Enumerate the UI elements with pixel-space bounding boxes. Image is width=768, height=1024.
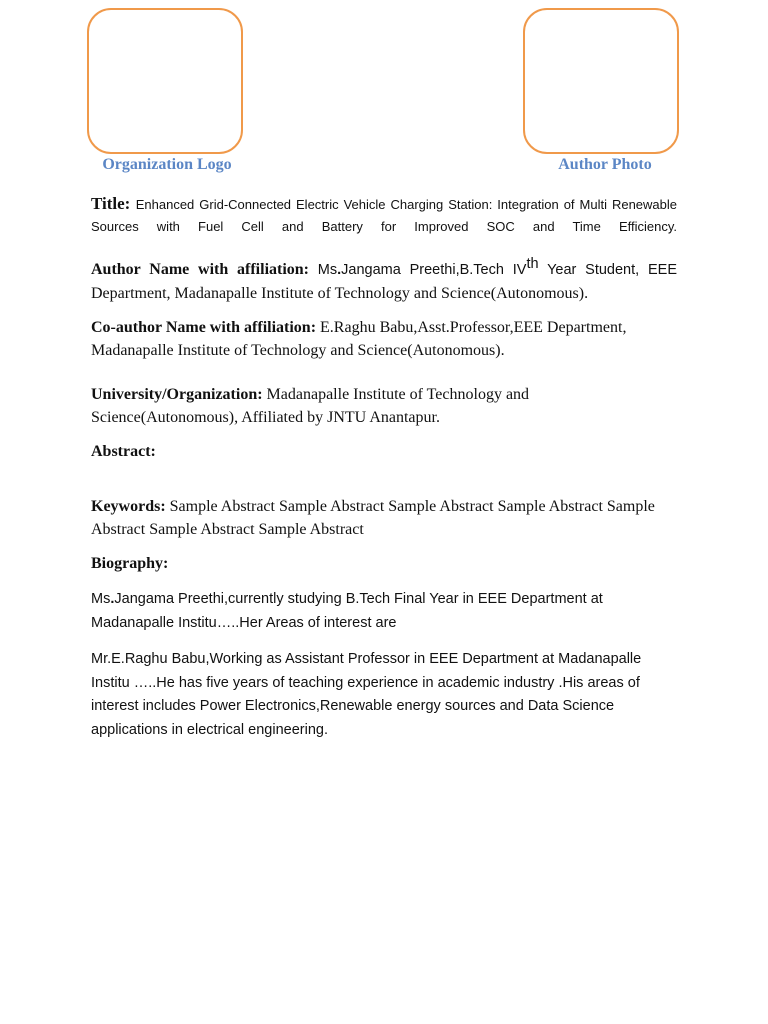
bio1-prefix: Ms (91, 591, 111, 607)
bio1-dot: . (110, 591, 115, 607)
keywords-paragraph (91, 495, 677, 541)
author-prefix: Ms (317, 262, 338, 278)
coauthor-paragraph (91, 316, 677, 362)
university-label: University/Organization: (91, 386, 263, 403)
biography-heading (91, 552, 677, 575)
author-name: Jangama Preethi,B.Tech IV (341, 262, 527, 278)
keywords-text: Sample Abstract Sample Abstract Sample Abstract Sample Abstract Sample Abstract Sample Abstract Sample Abstract (91, 498, 655, 538)
author-photo-placeholder (523, 8, 679, 154)
biography-coauthor-paragraph (91, 648, 677, 742)
coauthor-label: Co-author Name with affiliation: (91, 319, 317, 336)
author-affiliation: Department, Madanapalle Institute of Technology and Science(Autonomous). (91, 285, 589, 302)
author-superscript: th (526, 256, 539, 272)
abstract-paragraph (91, 440, 677, 463)
bio2-text: Mr.E.Raghu Babu,Working as Assistant Professor in EEE Department at Madanapalle Institu …..He has five years of teaching experience in academic industry .His areas of interest includes Power Electronics,Renewable energy sources and Data Science applications in electrical engineering. (91, 651, 642, 738)
bio1-text: Jangama Preethi,currently studying B.Tech Final Year in EEE Department at Madanapalle Institu…..Her Areas of interest are (91, 591, 603, 631)
coauthor-text: E.Raghu Babu,Asst.Professor,EEE Department, Madanapalle Institute of Technology and Science(Autonomous). (91, 319, 627, 359)
title-paragraph (91, 193, 677, 238)
organization-logo-placeholder (87, 8, 243, 154)
author-label: Author Name with affiliation: (91, 261, 310, 278)
author-paragraph (91, 258, 677, 305)
title-label: Title: (91, 194, 131, 213)
biography-label: Biography: (91, 555, 169, 572)
title-text: Enhanced Grid-Connected Electric Vehicle Charging Station: Integration of Multi Renewable Sources with Fuel Cell and Battery for Improved SOC and Time Efficiency. (91, 197, 677, 234)
author-dot: . (337, 262, 342, 278)
biography-author-paragraph (91, 588, 677, 635)
author-photo-caption: Author Photo (558, 156, 652, 173)
organization-logo-caption: Organization Logo (102, 156, 232, 173)
keywords-label: Keywords: (91, 498, 166, 515)
university-text: Madanapalle Institute of Technology and Science(Autonomous), Affiliated by JNTU Anantapur. (91, 386, 530, 426)
author-year: Year Student, EEE (538, 262, 677, 278)
university-paragraph (91, 383, 677, 429)
abstract-label: Abstract: (91, 443, 156, 460)
